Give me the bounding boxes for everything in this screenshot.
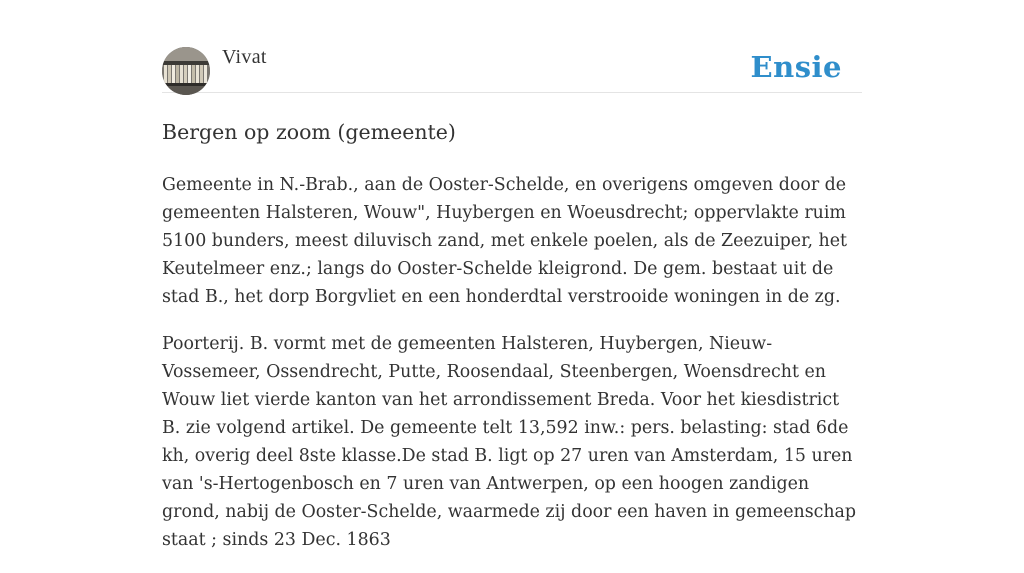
avatar[interactable] — [162, 47, 210, 95]
header — [162, 0, 862, 93]
source-name[interactable]: Vivat — [222, 46, 267, 68]
paragraph: Gemeente in N.-Brab., aan de Ooster-Schelde, en overigens omgeven door de gemeenten Halsteren, Wouw", Huybergen en Woeusdrecht; oppervlakte ruim 5100 bunders, meest diluvisch zand, met enkele poelen, als de Zeezuiper, het Keutelmeer enz.; langs do Ooster-Schelde kleigrond. De gem. bestaat uit de stad B., het dorp Borgvliet en een honderdtal verstrooide woningen in de zg. — [162, 175, 848, 307]
paragraph: Poorterij. B. vormt met de gemeenten Halsteren, Huybergen, Nieuw-Vossemeer, Ossendrecht, Putte, Roosendaal, Steenbergen, Woensdrecht en Wouw liet vierde kanton van het arrondissement Breda. Voor het kiesdistrict B. zie volgend artikel. De gemeente telt 13,592 inw.: pers. belasting: stad 6de kh, overig deel 8ste klasse.De stad B. ligt op 27 uren van Amsterdam, 15 uren van 's-Hertogenbosch en 7 uren van Antwerpen, op een hoogen zandigen grond, nabij de Ooster-Schelde, waarmede zij door een haven in gemeenschap staat ; sinds 23 Dec. 1863 — [162, 334, 857, 550]
article-body — [162, 171, 862, 554]
brand-logo[interactable]: Ensie — [750, 50, 842, 84]
page-title: Bergen op zoom (gemeente) — [162, 120, 456, 144]
bookshelf-avatar-icon — [162, 47, 210, 95]
article-page — [162, 0, 862, 573]
